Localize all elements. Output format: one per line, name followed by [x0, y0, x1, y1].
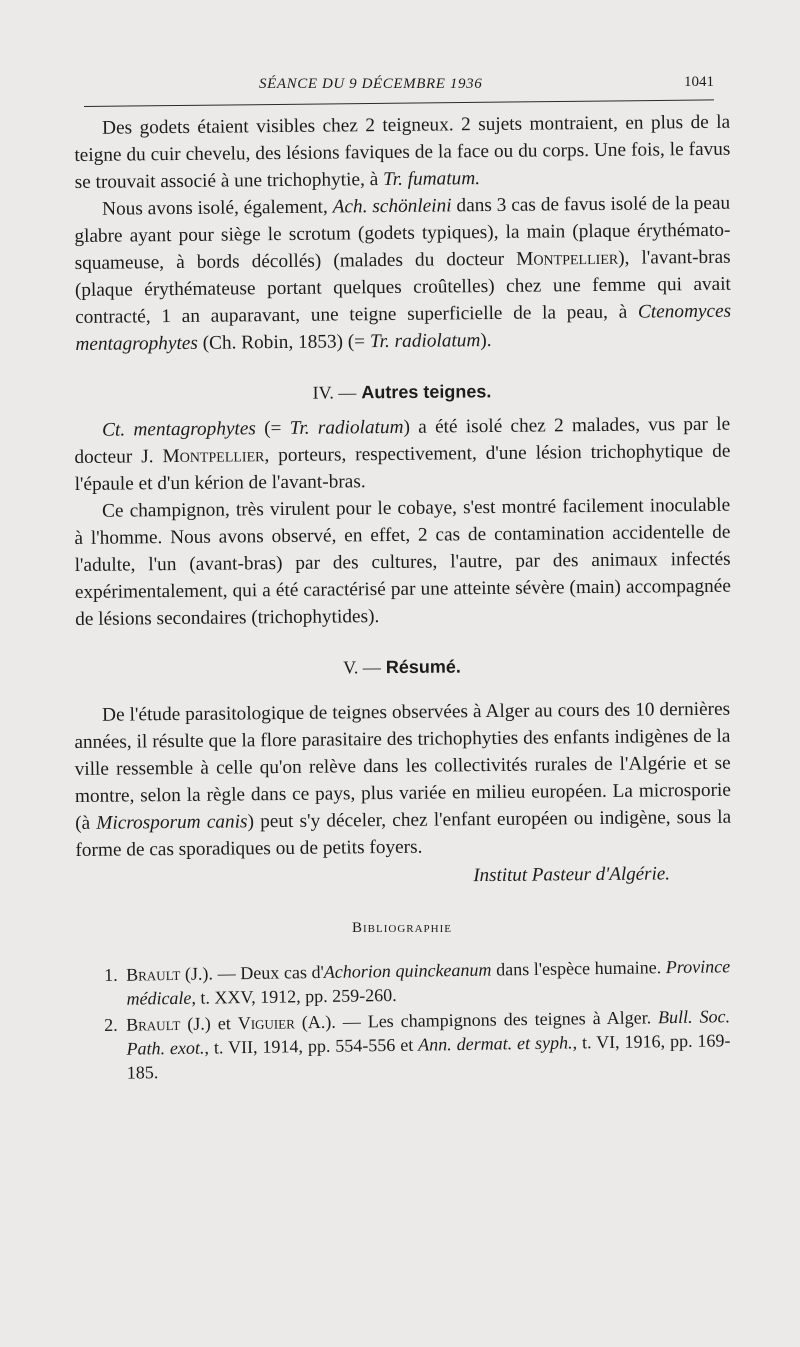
paragraph-godets: Des godets étaient visibles chez 2 teigneux. 2 sujets montraient, en plus de la teigne du cuir chevelu, des lésions faviques de la face ou du corps. Une fois, le favus se trouvait associé à une trichophytie, à Tr. fumatum. [74, 111, 731, 193]
running-title: SÉANCE DU 9 DÉCEMBRE 1936 [259, 76, 483, 92]
bibliography-item: 1. Brault (J.). — Deux cas d'Achorion quinckeanum dans l'espèce humaine. Province médicale, t. XXV, 1912, pp. 259-260. [104, 956, 731, 1009]
page-body [74, 111, 732, 1087]
page-number: 1041 [684, 74, 714, 90]
section-heading-autres-teignes: IV. — Autres teignes. [312, 381, 492, 403]
institution-signature: Institut Pasteur d'Algérie. [473, 863, 671, 887]
header-rule [84, 99, 714, 107]
section-heading-resume: V. — Résumé. [343, 656, 461, 678]
paragraph-mentagrophytes: Ct. mentagrophytes (= Tr. radiolatum) a été isolé chez 2 malades, vus par le docteur J. Montpellier, porteurs, respectivement, d'une lésion trichophytique de l'épaule et d'un kérion de l'avant-bras. [74, 413, 731, 495]
paragraph-resume: De l'étude parasitologique de teignes observées à Alger au cours des 10 dernières années, il résulte que la flore parasitaire des trichophyties des enfants indigènes de la ville ressemble à celle qu'on relève dans les collectivités rurales de l'Algérie et se montre, selon la règle dans ce pays, plus variée en milieu européen. La microsporie (à Microsporum canis) peut s'y déceler, chez l'enfant européen ou indigène, sous la forme de cas sporadiques ou de petits foyers. [74, 698, 732, 861]
bibliography-title: Bibliographie [352, 920, 452, 936]
page-header [84, 70, 714, 94]
paragraph-schonleini: Nous avons isolé, également, Ach. schönleini dans 3 cas de favus isolé de la peau glabre ayant pour siège le scrotum (godets typiques), la main (plaque érythémato-squameuse, à bords décollés) (malades du docteur Montpellier), l'avant-bras (plaque érythémateuse portant quelques croûtelles) chez une femme qui avait contracté, 1 an auparavant, une teigne superficielle de la peau, à Ctenomyces mentagrophytes (Ch. Robin, 1853) (= Tr. radiolatum). [74, 192, 732, 355]
paragraph-champignon: Ce champignon, très virulent pour le cobaye, s'est montré facilement inoculable à l'homme. Nous avons observé, en effet, 2 cas de contamination accidentelle de l'adulte, l'un (avant-bras) par des cultures, l'autre, par des animaux infectés expérimentalement, qui a été caractérisé par une atteinte sévère (main) accompagnée de lésions secondaires (trichophytides). [74, 494, 731, 630]
bibliography-item: 2. Brault (J.) et Viguier (A.). — Les champignons des teignes à Alger. Bull. Soc. Path. exot., t. VII, 1914, pp. 554-556 et Ann. dermat. et syph., t. VI, 1916, pp. 169-185. [104, 1006, 731, 1083]
bibliography-list [104, 956, 731, 1085]
